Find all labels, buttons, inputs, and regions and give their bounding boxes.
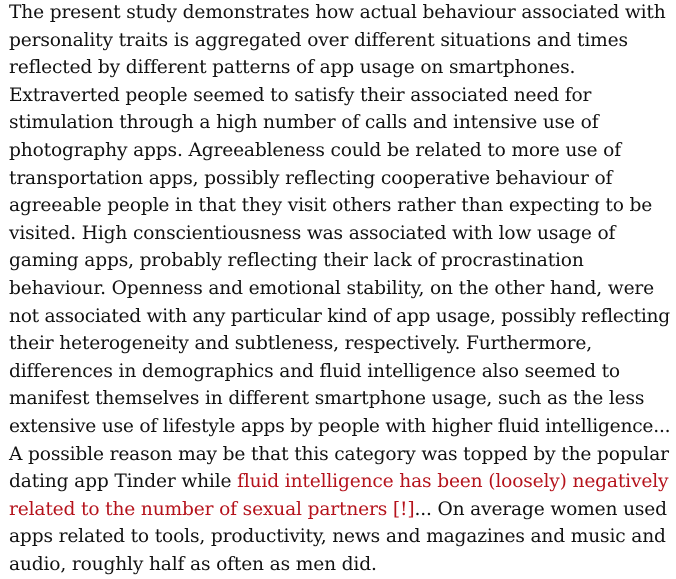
text-line: The present study demonstrates how actual behaviour associated with <box>9 2 666 23</box>
text-line: transportation apps, possibly reflecting cooperative behaviour of <box>9 167 613 189</box>
text-line: apps related to tools, productivity, news and magazines and music and <box>9 526 666 548</box>
text-segment: dating app Tinder while <box>9 471 238 493</box>
text-line: Extraverted people seemed to satisfy their associated need for <box>9 84 592 106</box>
text-line: not associated with any particular kind of app usage, possibly reflecting <box>9 305 670 327</box>
text-line-with-link <box>9 468 670 496</box>
text-line: differences in demographics and fluid intelligence also seemed to <box>9 360 620 382</box>
text-line: stimulation through a high number of calls and intensive use of <box>9 112 599 134</box>
text-line: visited. High conscientiousness was associated with low usage of <box>9 222 616 244</box>
citation-link[interactable]: fluid intelligence has been (loosely) negatively <box>237 471 669 493</box>
text-line: audio, roughly half as often as men did. <box>9 553 377 575</box>
citation-link-continued[interactable]: related to the number of sexual partners [!] <box>9 498 415 520</box>
text-line: reflected by different patterns of app usage on smartphones. <box>9 57 576 79</box>
text-line: personality traits is aggregated over different situations and times <box>9 29 628 51</box>
text-line: extensive use of lifestyle apps by people with higher fluid intelligence... <box>9 415 671 437</box>
text-line: their heterogeneity and subtleness, respectively. Furthermore, <box>9 333 592 355</box>
text-line: gaming apps, probably reflecting their lack of procrastination <box>9 250 584 272</box>
text-line: photography apps. Agreeableness could be related to more use of <box>9 139 621 161</box>
text-line: manifest themselves in different smartphone usage, such as the less <box>9 388 645 410</box>
text-line: A possible reason may be that this category was topped by the popular <box>9 443 669 465</box>
text-line: behaviour. Openness and emotional stability, on the other hand, were <box>9 277 655 299</box>
text-line-with-link <box>9 496 670 524</box>
text-line: agreeable people in that they visit others rather than expecting to be <box>9 195 653 217</box>
text-segment: ... On average women used <box>414 498 667 520</box>
